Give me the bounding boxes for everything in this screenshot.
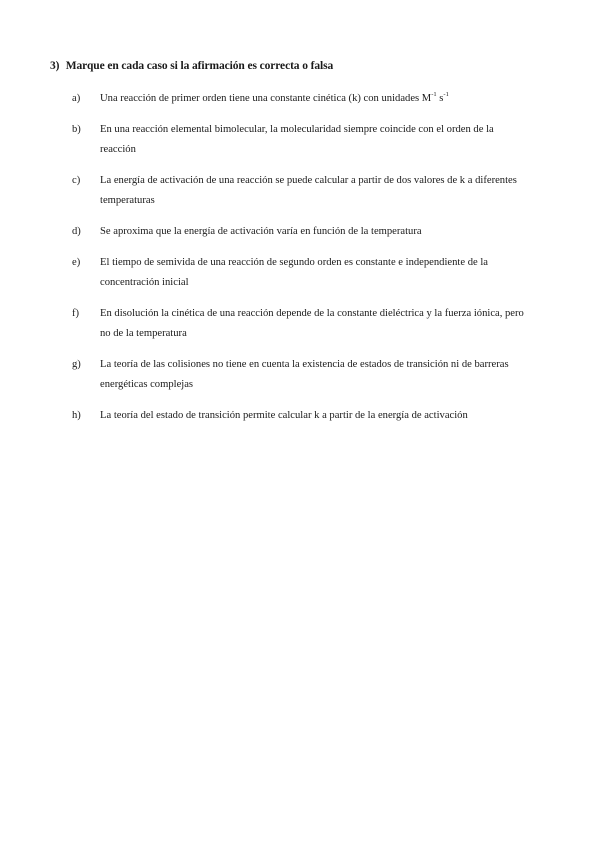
list-item xyxy=(72,89,532,109)
item-letter: g) xyxy=(72,359,81,370)
list-item xyxy=(72,171,532,211)
item-letter: c) xyxy=(72,175,81,186)
question-title: Marque en cada caso si la afirmación es correcta o falsa xyxy=(65,60,334,72)
unit-superscript: -1 xyxy=(443,91,449,98)
item-text: La energía de activación de una reacción se puede calcular a partir de dos valores de k a diferentes temperaturas xyxy=(100,175,517,206)
unit-superscript: -1 xyxy=(431,91,437,98)
item-text: El tiempo de semivida de una reacción de segundo orden es constante e independiente de la concentración inicial xyxy=(100,257,489,288)
list-item xyxy=(72,355,532,395)
list-item xyxy=(72,253,532,293)
list-item xyxy=(72,304,532,344)
item-text: La teoría del estado de transición permite calcular k a partir de la energía de activación xyxy=(100,410,468,421)
item-text: Se aproxima que la energía de activación varía en función de la temperatura xyxy=(100,226,422,237)
item-text: En disolución la cinética de una reacción depende de la constante dieléctrica y la fuerza iónica, pero no de la temperatura xyxy=(100,308,524,339)
list-item xyxy=(72,222,532,242)
item-letter: h) xyxy=(72,410,81,421)
list-item xyxy=(72,120,532,160)
list-item xyxy=(72,406,532,426)
question-heading xyxy=(50,60,333,72)
item-letter: f) xyxy=(72,308,80,319)
statement-list xyxy=(72,89,532,437)
item-letter: a) xyxy=(72,93,81,104)
item-letter: e) xyxy=(72,257,81,268)
item-text xyxy=(100,89,532,109)
question-number: 3) xyxy=(50,60,60,72)
item-text-unit: s xyxy=(436,93,444,104)
item-letter: b) xyxy=(72,124,81,135)
item-letter: d) xyxy=(72,226,81,237)
item-text: La teoría de las colisiones no tiene en cuenta la existencia de estados de transición ni de barreras energéticas complejas xyxy=(100,359,509,390)
item-text-main: Una reacción de primer orden tiene una constante cinética (k) con unidades M xyxy=(100,93,432,104)
item-text: En una reacción elemental bimolecular, la molecularidad siempre coincide con el orden de la reacción xyxy=(100,124,494,155)
